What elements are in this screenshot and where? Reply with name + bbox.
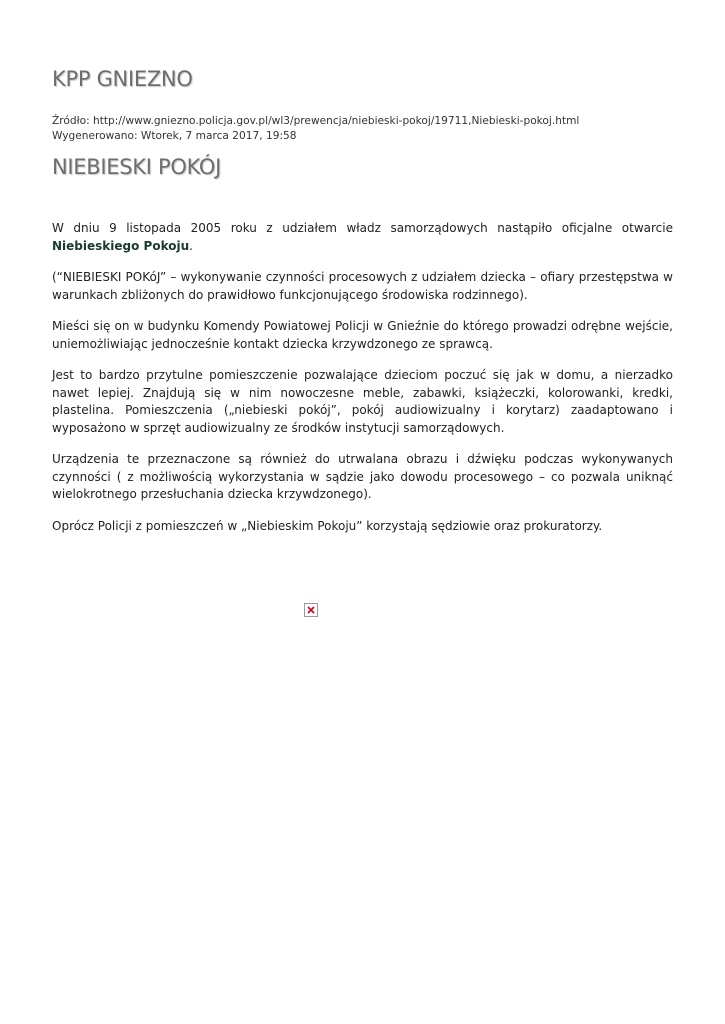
document-meta [52,114,579,143]
site-title: KPP GNIEZNO [52,67,193,91]
paragraph-opening-end: . [189,238,193,253]
paragraph-users: Oprócz Policji z pomieszczeń w „Niebieskim Pokoju” korzystają sędziowie oraz prokuratorzy. [52,518,603,533]
article-body [52,220,673,549]
paragraph-opening [52,220,673,255]
paragraph-equipment: Jest to bardzo przytulne pomieszczenie pozwalające dzieciom poczuć się jak w domu, a nierzadko nawet lepiej. Znajdują się w nim nowoczesne meble, zabawki, książeczki, kolorowanki, kredki, plastelina. Pomieszczenia („niebieski pokój”, pokój audiowizualny i korytarz) zaadaptowano i wyposażono w sprzęt audiowizualny ze środków instytucji samorządowych. [52,368,673,435]
paragraph-recording: Urządzenia te przeznaczone są również do utrwalana obrazu i dźwięku podczas wykonywanych czynności ( z możliwością wykorzystania w sądzie jako dowodu procesowego – co pozwala uniknąć wielokrotnego przesłuchania dziecka krzywdzonego). [52,452,673,501]
generated-line: Wygenerowano: Wtorek, 7 marca 2017, 19:58 [52,129,297,142]
paragraph-opening-text: W dniu 9 listopada 2005 roku z udziałem władz samorządowych nastąpiło oficjalne otwarcie [52,221,673,235]
niebieski-pokoj-bold-link[interactable]: Niebieskiego Pokoju [52,238,190,253]
source-line: Źródło: http://www.gniezno.policja.gov.pl/wl3/prewencja/niebieski-pokoj/19711,Niebieski-pokoj.html [52,115,580,127]
broken-image-icon [304,603,318,617]
article-title: NIEBIESKI POKÓJ [52,155,222,179]
paragraph-location: Mieści się on w budynku Komendy Powiatowej Policji w Gnieźnie do którego prowadzi odrębne wejście, uniemożliwiając jednocześnie kontakt dziecka krzywdzonego ze sprawcą. [52,319,673,351]
broken-image-x-icon [305,604,317,616]
paragraph-definition: (“NIEBIESKI POKóJ” – wykonywanie czynności procesowych z udziałem dziecka – ofiary przestępstwa w warunkach zbliżonych do prawidłowo funkcjonującego środowiska rodzinnego). [52,270,673,302]
